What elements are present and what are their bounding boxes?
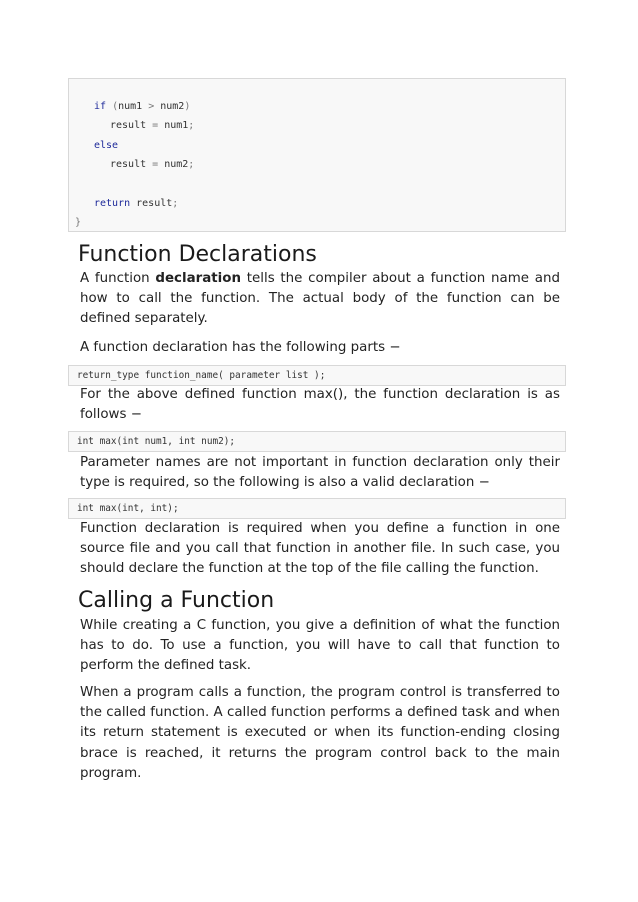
code-keyword: else xyxy=(94,140,119,151)
paragraph-max-declaration: For the above defined function max(), the function declaration is as follows − xyxy=(80,387,560,423)
code-token: num2 xyxy=(164,159,189,170)
code-line xyxy=(75,217,81,229)
code-token: ; xyxy=(172,198,179,209)
code-token: num1 xyxy=(164,120,189,131)
code-token: } xyxy=(75,217,82,228)
code-token: = xyxy=(152,120,165,131)
paragraph-program-control: When a program calls a function, the program control is transferred to the called function. A called function performs a defined task and when its return statement is executed or when its function-ending closing brace is reached, it returns the program control back to the main program. xyxy=(80,685,560,781)
code-block-max-types-only: int max(int, int); xyxy=(68,498,566,519)
code-token: ; xyxy=(188,159,195,170)
code-line xyxy=(94,140,118,152)
paragraph-parameter-names: Parameter names are not important in function declaration only their type is required, so the following is also a valid declaration − xyxy=(80,455,560,491)
code-token: result xyxy=(110,120,153,131)
code-token: num1 xyxy=(118,101,149,112)
code-line xyxy=(110,120,194,132)
paragraph-declaration-required: Function declaration is required when you define a function in one source file and you call that function in another file. In such case, you should declare the function at the top of the file calling the function. xyxy=(80,521,560,577)
code-token: > xyxy=(148,101,161,112)
code-block-declaration-syntax: return_type function_name( parameter list ); xyxy=(68,365,566,386)
paragraph-calling-intro: While creating a C function, you give a definition of what the function has to do. To use a function, you will have to call that function to perform the defined task. xyxy=(80,618,560,674)
code-token: result xyxy=(110,159,153,170)
text: tells the compiler about a function name and how to call the function. The actual body of the function can be defined separately. xyxy=(80,271,560,327)
code-keyword: if xyxy=(94,101,107,112)
code-block-function-body xyxy=(68,78,566,232)
paragraph-declaration-parts: A function declaration has the following parts − xyxy=(80,340,401,355)
code-line xyxy=(110,159,194,171)
code-keyword: return xyxy=(94,198,131,209)
code-token: ) xyxy=(184,101,191,112)
code-token: num2 xyxy=(160,101,185,112)
text: A function xyxy=(80,271,156,286)
section-heading-calling-a-function: Calling a Function xyxy=(78,588,275,613)
code-token: ( xyxy=(106,101,119,112)
paragraph-declaration-intro xyxy=(80,269,560,330)
bold-term-declaration: declaration xyxy=(155,271,241,286)
code-token: = xyxy=(152,159,165,170)
code-line xyxy=(94,101,190,113)
section-heading-function-declarations: Function Declarations xyxy=(78,242,317,267)
code-block-max-declaration: int max(int num1, int num2); xyxy=(68,431,566,452)
code-token: ; xyxy=(188,120,195,131)
code-line xyxy=(94,198,178,210)
code-token: result xyxy=(130,198,173,209)
